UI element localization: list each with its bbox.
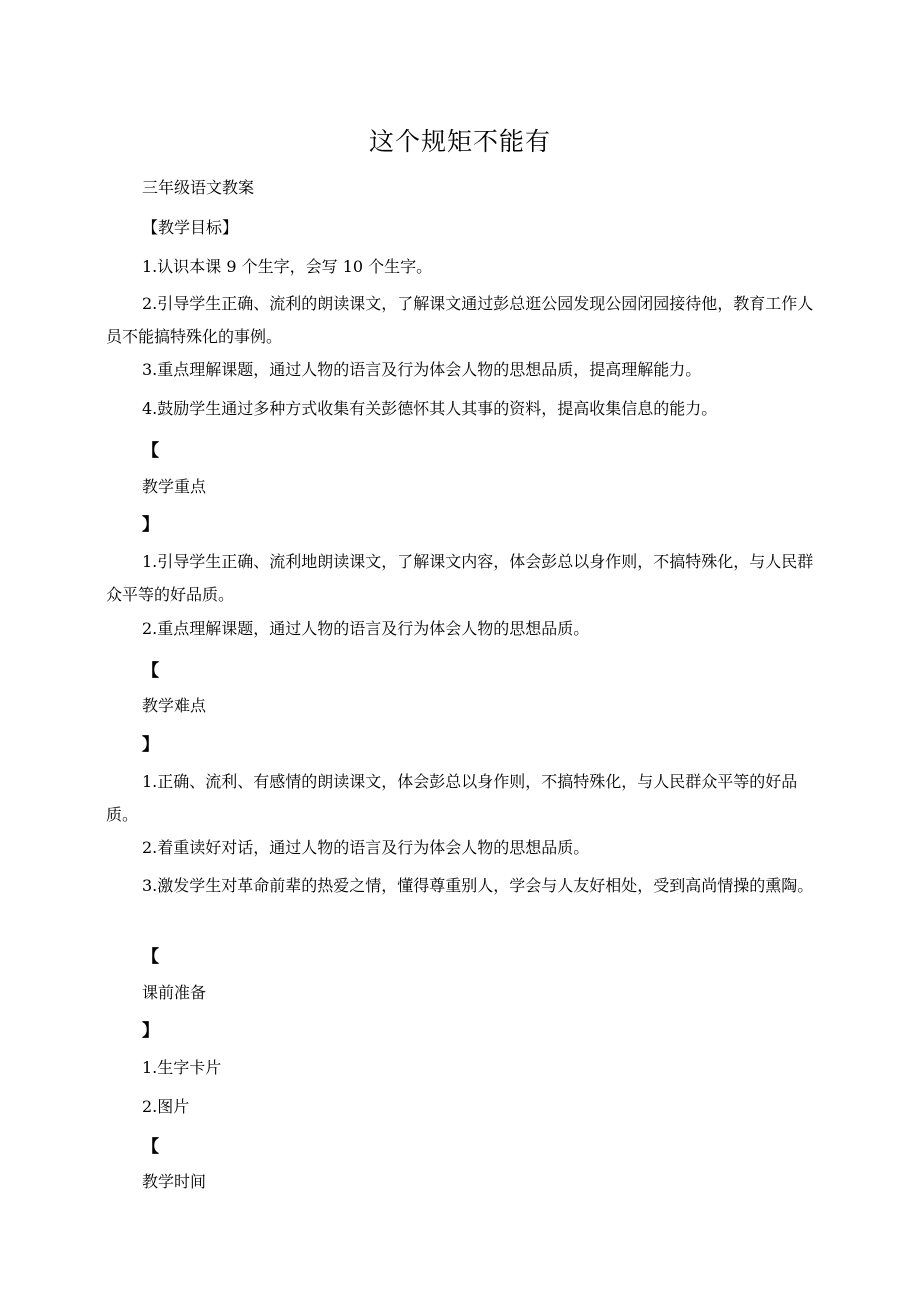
section-open-bracket: 【 xyxy=(142,1137,159,1157)
goal-item: 4.鼓励学生通过多种方式收集有关彭德怀其人其事的资料，提高收集信息的能力。 xyxy=(142,399,718,418)
goal-item: 3.重点理解课题，通过人物的语言及行为体会人物的思想品质，提高理解能力。 xyxy=(142,360,702,379)
section-close-bracket: 】 xyxy=(142,735,159,755)
key-point-item: 2.重点理解课题，通过人物的语言及行为体会人物的思想品质。 xyxy=(142,619,590,638)
key-point-item: 1.引导学生正确、流利地朗读课文，了解课文内容，体会彭总以身作则，不搞特殊化，与人民群众平等的好品质。 xyxy=(106,552,814,604)
section-open-bracket: 【 xyxy=(142,661,159,681)
section-heading-time: 教学时间 xyxy=(142,1172,207,1191)
difficulty-item: 1.正确、流利、有感情的朗读课文，体会彭总以身作则，不搞特殊化，与人民群众平等的好品质。 xyxy=(106,772,798,824)
goal-item: 1.认识本课 9 个生字，会写 10 个生字。 xyxy=(142,257,433,276)
section-heading-goals: 【教学目标】 xyxy=(142,218,239,237)
section-close-bracket: 】 xyxy=(142,1021,159,1041)
document-title: 这个规矩不能有 xyxy=(368,127,551,156)
preparation-item: 1.生字卡片 xyxy=(142,1058,222,1077)
section-close-bracket: 】 xyxy=(142,515,159,535)
document-subtitle: 三年级语文教案 xyxy=(142,178,255,197)
goal-item: 2.引导学生正确、流利的朗读课文，了解课文通过彭总逛公园发现公园闭园接待他，教育工作人员不能搞特殊化的事例。 xyxy=(106,294,814,346)
difficulty-item: 2.着重读好对话，通过人物的语言及行为体会人物的思想品质。 xyxy=(142,838,590,857)
section-heading-difficulties: 教学难点 xyxy=(142,696,207,715)
section-heading-preparation: 课前准备 xyxy=(142,983,207,1002)
difficulty-item: 3.激发学生对革命前辈的热爱之情，懂得尊重别人，学会与人友好相处，受到高尚情操的熏陶。 xyxy=(142,876,814,895)
preparation-item: 2.图片 xyxy=(142,1097,190,1116)
section-open-bracket: 【 xyxy=(142,947,159,967)
section-heading-key-points: 教学重点 xyxy=(142,477,207,496)
section-open-bracket: 【 xyxy=(142,441,159,461)
